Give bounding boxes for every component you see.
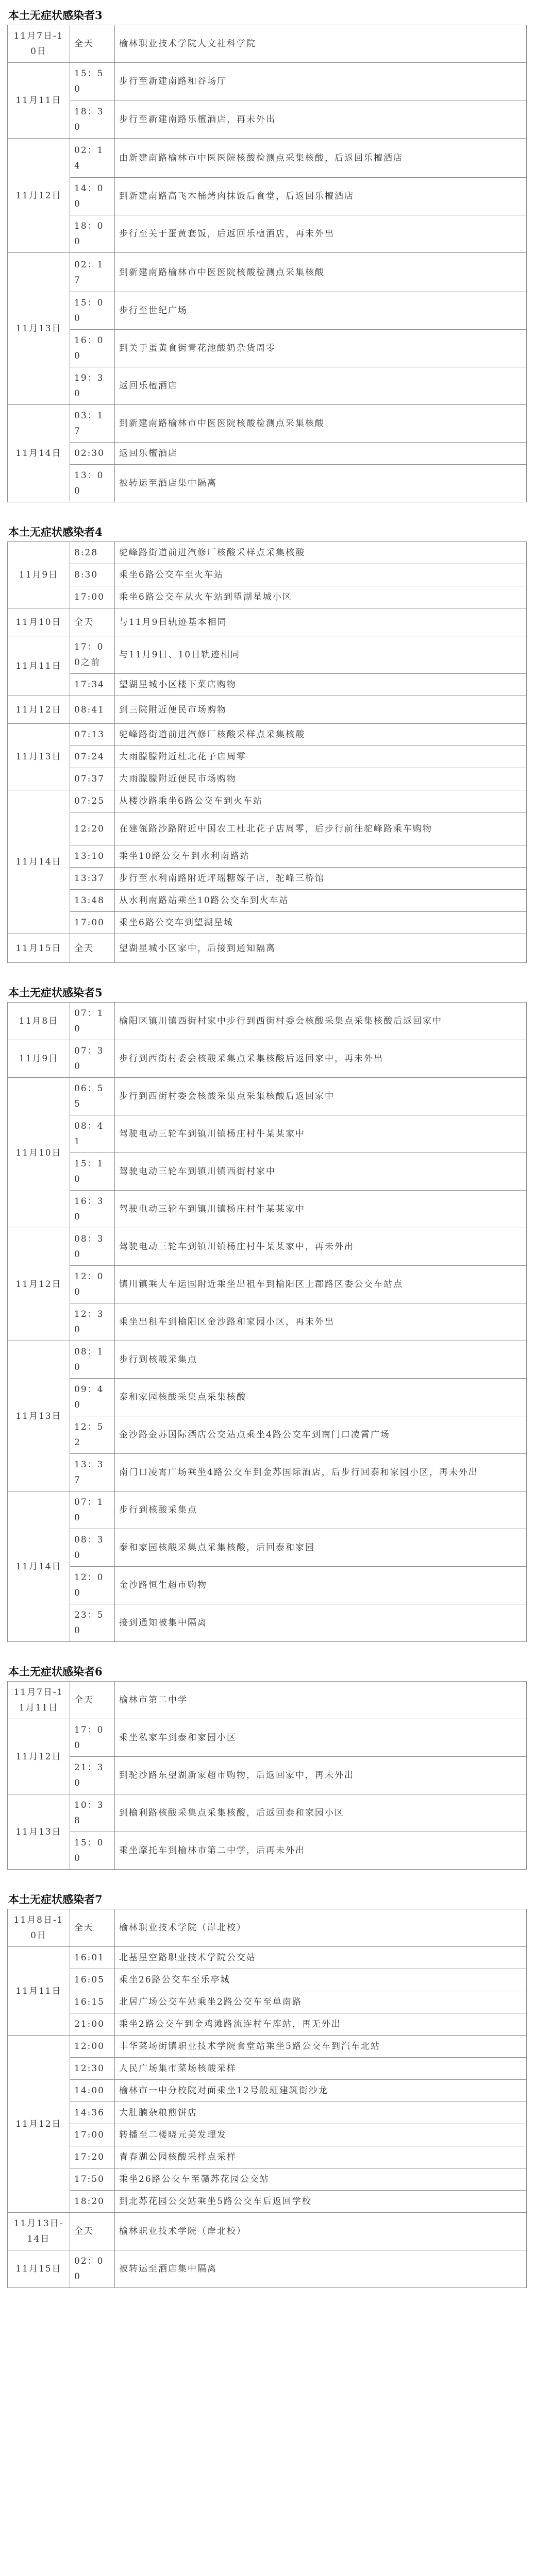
time-cell: 07：10 [70,1492,115,1529]
location-cell: 榆林市一中分校院对面乘坐12号般班建筑街沙龙 [115,2080,527,2102]
table-row [8,564,527,586]
time-cell: 03：17 [70,405,115,443]
table-row [8,2213,527,2250]
date-cell: 11月10日 [8,1078,70,1228]
table-row [8,1492,527,1529]
table-row [8,1416,527,1454]
location-cell: 榆林职业技术学院（岸北校） [115,1909,527,1947]
location-cell: 驼峰路街道前进汽修厂核酸采样点采集核酸 [115,542,527,564]
location-cell: 到北苏花园公交站乘坐5路公交车后返回学校 [115,2191,527,2213]
time-cell: 07：10 [70,1003,115,1040]
case-title: 本土无症状感染者5 [8,986,103,999]
time-cell: 07:13 [70,724,115,746]
time-cell: 12：00 [70,1567,115,1604]
location-cell: 乘坐26路公交车至赣苏花园公交站 [115,2168,527,2191]
table-row [8,253,527,292]
location-cell: 乘坐6路公交车到望湖星城 [115,912,527,934]
location-cell: 乘坐6路公交车至火车站 [115,564,527,586]
table-row [8,934,527,963]
date-cell: 11月11日 [8,636,70,696]
time-cell: 18：00 [70,215,115,253]
time-cell: 16:01 [70,1947,115,1969]
date-cell: 11月12日 [8,2036,70,2213]
table-row [8,443,527,465]
location-cell: 到三院附近便民市场购物 [115,696,527,724]
date-cell: 11月13日 [8,1794,70,1870]
time-cell: 17:50 [70,2168,115,2191]
date-cell: 11月15日 [8,934,70,963]
table-row [8,1832,527,1870]
table-row [8,1757,527,1794]
location-cell: 到关于蛋黄食街青花池酸奶杂货周零 [115,330,527,367]
case-section [7,521,528,963]
time-cell: 16:05 [70,1969,115,1991]
date-cell: 11月15日 [8,2250,70,2288]
location-cell: 被转运至酒店集中隔离 [115,2250,527,2288]
date-cell: 11月7日-11月11日 [8,1682,70,1719]
time-cell: 18:20 [70,2191,115,2213]
location-cell: 到新建南路高飞木桶烤肉抹饭后食堂，后返回乐檀酒店 [115,178,527,215]
table-row [8,292,527,330]
table-row [8,746,527,768]
time-cell: 18：30 [70,100,115,139]
location-cell: 驾驶电动三轮车到镇川镇杨庄村牛某某家中 [115,1115,527,1153]
table-row [8,2146,527,2168]
time-cell: 8:30 [70,564,115,586]
table-row [8,2102,527,2124]
time-cell: 14:36 [70,2102,115,2124]
location-cell: 泰和家园核酸采集点采集核酸 [115,1379,527,1416]
table-row [8,1040,527,1078]
table-row [8,1604,527,1642]
table-row [8,1567,527,1604]
table-row [8,1991,527,2013]
location-cell: 到新建南路榆林市中医医院核酸检测点采集核酸 [115,253,527,292]
location-cell: 接到通知被集中隔离 [115,1604,527,1642]
date-cell: 11月12日 [8,1228,70,1341]
location-cell: 返回乐檀酒店 [115,367,527,405]
table-row [8,1153,527,1191]
table-row [8,812,527,845]
table-row [8,608,527,636]
location-cell: 与11月9日轨迹基本相同 [115,608,527,636]
time-cell: 02：17 [70,253,115,292]
table-row [8,63,527,100]
table-row [8,890,527,912]
date-cell: 11月12日 [8,696,70,724]
time-cell: 17：00 [70,1719,115,1757]
location-cell: 镇川镇乘大车运国附近乘坐出租车到榆阳区上郡路区委公交车站点 [115,1266,527,1303]
location-cell: 步行至新建南路乐檀酒店，再未外出 [115,100,527,139]
date-cell: 11月9日 [8,542,70,608]
date-cell: 11月10日 [8,608,70,636]
time-cell: 12:30 [70,2058,115,2080]
location-cell: 到榆利路核酸采集点采集核酸，后返回泰和家园小区 [115,1794,527,1832]
location-cell: 榆林职业技术学院人文社科学院 [115,25,527,63]
case-section [7,1888,528,2288]
time-cell: 12：30 [70,1303,115,1341]
time-cell: 15：00 [70,292,115,330]
time-cell: 全天 [70,1909,115,1947]
table-row [8,215,527,253]
date-cell: 11月13日 [8,253,70,405]
location-cell: 步行到核酸采集点 [115,1492,527,1529]
date-cell: 11月13日-14日 [8,2213,70,2250]
location-cell: 乘坐私家车到泰和家园小区 [115,1719,527,1757]
location-cell: 从楼沙路乘坐6路公交车到火车站 [115,790,527,812]
table-row [8,465,527,502]
time-cell: 12:20 [70,812,115,845]
location-cell: 由新建南路榆林市中医医院核酸检测点采集核酸，后返回乐檀酒店 [115,139,527,178]
date-cell: 11月12日 [8,1719,70,1794]
time-cell: 06：55 [70,1078,115,1115]
location-cell: 北居广场公交车站乘坐2路公交车至单南路 [115,1991,527,2013]
time-cell: 16：00 [70,330,115,367]
time-cell: 8:28 [70,542,115,564]
time-cell: 17:34 [70,674,115,696]
location-cell: 乘坐26路公交车至乐亭城 [115,1969,527,1991]
table-row [8,405,527,443]
time-cell: 15：50 [70,63,115,100]
location-cell: 返回乐檀酒店 [115,443,527,465]
case-title: 本土无症状感染者7 [8,1893,103,1906]
date-cell: 11月11日 [8,1947,70,2036]
location-cell: 步行至关于蛋黄套饭，后返回乐檀酒店，再未外出 [115,215,527,253]
table-row [8,1682,527,1719]
table-row [8,1115,527,1153]
table-row [8,2058,527,2080]
location-cell: 转播至二楼晓元美发理发 [115,2124,527,2146]
location-cell: 南门口凌霄广场乘坐4路公交车到金苏国际酒店，后步行回泰和家园小区，再未外出 [115,1454,527,1492]
table-row [8,1303,527,1341]
time-cell: 15：00 [70,1832,115,1870]
date-cell: 11月14日 [8,405,70,502]
time-cell: 21：30 [70,1757,115,1794]
time-cell: 02：00 [70,2250,115,2288]
date-cell: 11月7日-10日 [8,25,70,63]
table-row [8,2250,527,2288]
table-row [8,912,527,934]
time-cell: 13:37 [70,868,115,890]
table-row [8,696,527,724]
location-cell: 大肚腩杂粮煎饼店 [115,2102,527,2124]
location-cell: 泰和家园核酸采集点采集核酸，后回泰和家园 [115,1529,527,1567]
table-row [8,178,527,215]
time-cell: 14:00 [70,2080,115,2102]
location-cell: 与11月9日、10日轨迹相同 [115,636,527,674]
table-row [8,330,527,367]
time-cell: 全天 [70,608,115,636]
location-cell: 乘坐出租车到榆阳区金沙路和家园小区，再未外出 [115,1303,527,1341]
time-cell: 09：40 [70,1379,115,1416]
trajectory-table [7,1002,527,1642]
date-cell: 11月9日 [8,1040,70,1078]
table-row [8,868,527,890]
table-row [8,1341,527,1379]
location-cell: 步行到西街村委会核酸采集点采集核酸后返回家中 [115,1078,527,1115]
time-cell: 15：10 [70,1153,115,1191]
time-cell: 10：38 [70,1794,115,1832]
time-cell: 13：00 [70,465,115,502]
date-cell: 11月11日 [8,63,70,139]
table-row [8,2124,527,2146]
case-title: 本土无症状感染者4 [8,526,103,538]
time-cell: 17:00 [70,586,115,608]
table-row [8,1969,527,1991]
table-row [8,1379,527,1416]
trajectory-table [7,1909,527,2288]
table-row [8,1454,527,1492]
location-cell: 乘坐摩托车到榆林市第二中学，后再未外出 [115,1832,527,1870]
location-cell: 驾驶电动三轮车到镇川镇西街村家中 [115,1153,527,1191]
table-row [8,674,527,696]
time-cell: 08:41 [70,696,115,724]
time-cell: 13:48 [70,890,115,912]
date-cell: 11月13日 [8,724,70,790]
table-row [8,2191,527,2213]
time-cell: 全天 [70,934,115,963]
table-row [8,542,527,564]
location-cell: 丰华菜场街镇职业技术学院食堂站乘坐5路公交车到汽车北站 [115,2036,527,2058]
case-section [7,981,528,1642]
trajectory-table [7,25,527,502]
location-cell: 步行至水利南路附近坪瑶糖嫁子店，驼峰三桥馆 [115,868,527,890]
table-row [8,1266,527,1303]
location-cell: 被转运至酒店集中隔离 [115,465,527,502]
date-cell: 11月8日 [8,1003,70,1040]
location-cell: 在建瓴路沙路附近中国农工杜北花子店周零，后步行前往驼峰路乘车购物 [115,812,527,845]
location-cell: 到驼沙路东望湖新家超市购物，后返回家中，再未外出 [115,1757,527,1794]
location-cell: 驾驶电动三轮车到镇川镇杨庄村牛某某家中 [115,1191,527,1228]
location-cell: 大雨朦朦附近便民市场购物 [115,768,527,790]
time-cell: 08：30 [70,1529,115,1567]
time-cell: 12:00 [70,2036,115,2058]
date-cell: 11月14日 [8,1492,70,1642]
table-row [8,1947,527,1969]
time-cell: 全天 [70,25,115,63]
table-row [8,1719,527,1757]
location-cell: 人民广场集市菜场核酸采样 [115,2058,527,2080]
location-cell: 大雨朦朦附近杜北花子店周零 [115,746,527,768]
date-cell: 11月8日-10日 [8,1909,70,1947]
location-cell: 榆林职业技术学院（岸北校） [115,2213,527,2250]
table-row [8,2168,527,2191]
table-row [8,790,527,812]
time-cell: 17:20 [70,2146,115,2168]
time-cell: 17:00 [70,912,115,934]
location-cell: 望湖星城小区家中，后接到通知隔离 [115,934,527,963]
table-row [8,636,527,674]
time-cell: 21:00 [70,2013,115,2036]
table-row [8,1794,527,1832]
date-cell: 11月12日 [8,139,70,253]
case-title: 本土无症状感染者3 [8,9,103,22]
date-cell: 11月14日 [8,790,70,934]
time-cell: 07:37 [70,768,115,790]
table-row [8,367,527,405]
time-cell: 17:00 [70,2124,115,2146]
location-cell: 驾驶电动三轮车到镇川镇杨庄村牛某某家中，再未外出 [115,1228,527,1266]
time-cell: 07:25 [70,790,115,812]
table-row [8,1909,527,1947]
location-cell: 榆阳区镇川镇西街村家中步行到西街村委会核酸采集点采集核酸后返回家中 [115,1003,527,1040]
trajectory-table [7,541,527,963]
location-cell: 步行至新建南路和谷场厅 [115,63,527,100]
time-cell: 12：00 [70,1266,115,1303]
time-cell: 08：41 [70,1115,115,1153]
time-cell: 07:24 [70,746,115,768]
time-cell: 13：37 [70,1454,115,1492]
location-cell: 金沙路恒生超市购物 [115,1567,527,1604]
table-row [8,2036,527,2058]
table-row [8,1191,527,1228]
location-cell: 乘坐6路公交车从火车站到望湖星城小区 [115,586,527,608]
time-cell: 12：52 [70,1416,115,1454]
location-cell: 青春湖公园核酸采样点采样 [115,2146,527,2168]
table-row [8,1003,527,1040]
table-row [8,724,527,746]
location-cell: 金沙路金苏国际酒店公交站点乘坐4路公交车到南门口凌霄广场 [115,1416,527,1454]
location-cell: 步行到西街村委会核酸采集点采集核酸后返回家中，再未外出 [115,1040,527,1078]
table-row [8,768,527,790]
time-cell: 13:10 [70,845,115,868]
time-cell: 02:30 [70,443,115,465]
time-cell: 14：00 [70,178,115,215]
location-cell: 望湖星城小区楼下菜店购物 [115,674,527,696]
table-row [8,845,527,868]
location-cell: 北基星空路职业技术学院公交站 [115,1947,527,1969]
time-cell: 08：30 [70,1228,115,1266]
time-cell: 16：30 [70,1191,115,1228]
location-cell: 乘坐10路公交车到水利南路站 [115,845,527,868]
table-row [8,586,527,608]
table-row [8,1529,527,1567]
time-cell: 23：50 [70,1604,115,1642]
case-section [7,1660,528,1870]
time-cell: 02：14 [70,139,115,178]
table-row [8,2013,527,2036]
table-row [8,100,527,139]
time-cell: 07：30 [70,1040,115,1078]
time-cell: 全天 [70,2213,115,2250]
location-cell: 榆林市第二中学 [115,1682,527,1719]
location-cell: 到新建南路榆林市中医医院核酸检测点采集核酸 [115,405,527,443]
location-cell: 从水利南路站乘坐10路公交车到火车站 [115,890,527,912]
table-row [8,25,527,63]
table-row [8,2080,527,2102]
table-row [8,1228,527,1266]
location-cell: 步行至世纪广场 [115,292,527,330]
time-cell: 17：00之前 [70,636,115,674]
location-cell: 驼峰路街道前进汽修厂核酸采样点采集核酸 [115,724,527,746]
trajectory-table [7,1681,527,1870]
time-cell: 全天 [70,1682,115,1719]
time-cell: 08：10 [70,1341,115,1379]
location-cell: 步行到核酸采集点 [115,1341,527,1379]
table-row [8,1078,527,1115]
date-cell: 11月13日 [8,1341,70,1492]
case-title: 本土无症状感染者6 [8,1665,103,1678]
time-cell: 19：30 [70,367,115,405]
time-cell: 16:15 [70,1991,115,2013]
location-cell: 乘坐2路公交车到金鸡滩路流连村车库站，再无外出 [115,2013,527,2036]
case-section [7,4,528,502]
table-row [8,139,527,178]
